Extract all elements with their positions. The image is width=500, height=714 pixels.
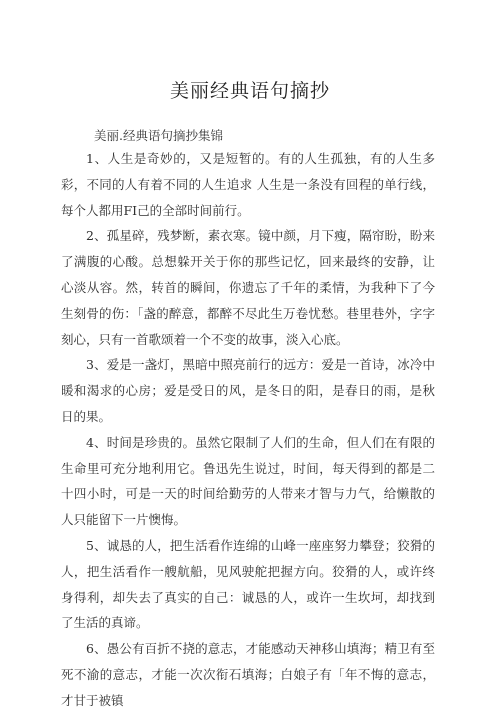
document-subtitle: 美丽.经典语句摘抄集锦 [94,128,223,143]
paragraph-3: 3、爱是一盏灯，黑暗中照亮前行的远方：爱是一首诗，冰冷中暖和渴求的心房；爱是受日的风，是冬日的阳，是春日的雨，是秋日的果。 [61,357,435,424]
paragraph-4: 4、时间是珍贵的。虽然它限制了人们的生命，但人们在有限的生命里可充分地利用它。鲁迅先生说过，时间，每天得到的都是二十四小时，可是一天的时间给勤劳的人带来才智与力气，给懒散的人只能留下一片懊悔。 [61,434,435,528]
paragraph-1: 1、人生是奇妙的，又是短暂的。有的人生孤独，有的人生多彩，不同的人有着不同的人生追求 人生是一条没有回程的单行线，每个人都用FI己的全部时间前行。 [61,151,435,218]
paragraph-6: 6、愚公有百折不挠的意志，才能感动天神移山填海；精卫有至死不渝的意志，才能一次次衔石填海；白娘子有「年不悔的意志，才甘于被镇 [61,641,435,708]
paragraph-2: 2、孤星碎，残梦断，素衣寒。镜中颜，月下瘦，隔帘盼，盼来了满腹的心酸。总想躲开关于你的那些记忆，回来最终的安静，让心淡从容。然，转首的瞬间，你遗忘了千年的柔情，为我种下了今生刻骨的伤：「盏的醉意，都醉不尽此生万卷忧愁。巷里巷外，字字刻心，只有一首歌颂着一个不变的故事，淡入心底。 [61,228,435,347]
document-title: 美丽经典语句摘抄 [169,80,330,102]
paragraph-5: 5、诚恳的人，把生活看作连绵的山峰一座座努力攀登；狡猾的人，把生活看作一艘航船，见风驶舵把握方向。狡猾的人，或许终身得利，却失去了真实的自己：诚恳的人，或许一生坎坷，却找到了生活的真谛。 [61,537,435,631]
document-body [61,146,435,714]
